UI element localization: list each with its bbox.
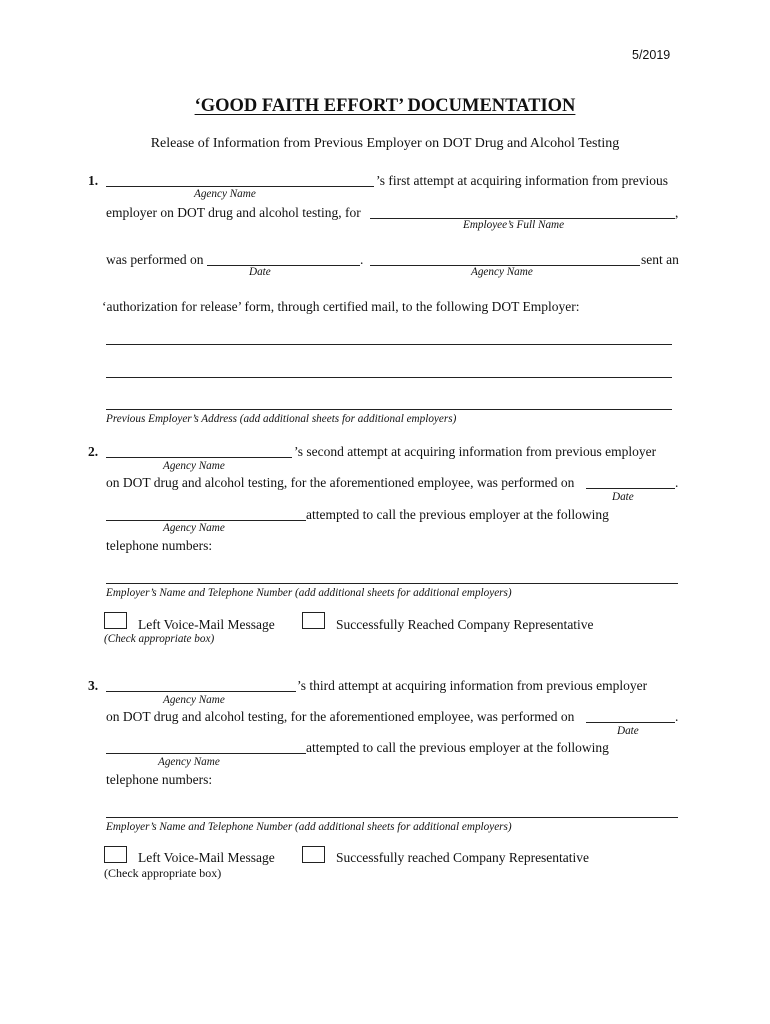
agency-name-input-3b[interactable] [106,753,306,754]
period: . [675,475,679,490]
agency-name-caption: Agency Name [471,266,533,278]
employer-address-line-1[interactable] [106,344,672,345]
employer-address-caption: Previous Employer’s Address (add additional sheets for additional employers) [106,413,457,425]
section-3-attempt-text: ’s third attempt at acquiring information from previous employer [297,678,648,693]
section-1-employer-text: employer on DOT drug and alcohol testing, for [106,205,361,220]
agency-name-input-1[interactable] [106,186,374,187]
page-subtitle: Release of Information from Previous Employer on DOT Drug and Alcohol Testing [150,136,620,151]
performed-on-text: was performed on [106,252,204,267]
date-input-3[interactable] [586,722,675,723]
agency-name-input-3[interactable] [106,691,296,692]
date-input-1[interactable] [207,265,360,266]
telephone-numbers-text: telephone numbers: [106,772,213,787]
sent-an-text: sent an [641,252,679,267]
agency-name-input-2b[interactable] [106,520,306,521]
called-text: attempted to call the previous employer at the following [306,507,609,522]
agency-name-caption: Agency Name [163,694,225,706]
employer-address-line-2[interactable] [106,377,672,378]
employer-phone-caption: Employer’s Name and Telephone Number (add additional sheets for additional employers) [106,821,512,833]
employer-phone-line-3[interactable] [106,817,678,818]
revision-date: 5/2019 [632,48,671,62]
agency-name-caption: Agency Name [194,188,256,200]
section-2-number: 2. [88,444,99,459]
authorization-text: ‘authorization for release’ form, through certified mail, to the following DOT Employer: [102,299,580,314]
date-input-2[interactable] [586,488,675,489]
section-2-attempt-text: ’s second attempt at acquiring information from previous employer [294,444,657,459]
section-3-number: 3. [88,678,99,693]
section-3-testing-text: on DOT drug and alcohol testing, for the aforementioned employee, was performed on [106,709,575,724]
employer-phone-line-2[interactable] [106,583,678,584]
called-text: attempted to call the previous employer at the following [306,740,609,755]
agency-name-input-2[interactable] [106,457,292,458]
period: . [360,252,364,267]
date-caption: Date [612,491,634,503]
date-caption: Date [617,725,639,737]
voicemail-label: Left Voice-Mail Message [138,850,275,865]
employer-phone-caption: Employer’s Name and Telephone Number (add additional sheets for additional employers) [106,587,512,599]
employer-address-line-3[interactable] [106,409,672,410]
check-box-caption: (Check appropriate box) [104,633,215,645]
reached-checkbox-2[interactable] [302,612,325,629]
section-1-attempt-text: ’s first attempt at acquiring information from previous [376,173,669,188]
employee-name-caption: Employee’s Full Name [463,219,565,231]
telephone-numbers-text: telephone numbers: [106,538,213,553]
date-caption: Date [249,266,271,278]
period: . [675,709,679,724]
reached-label: Successfully reached Company Representative [336,850,590,865]
reached-checkbox-3[interactable] [302,846,325,863]
section-1-number: 1. [88,173,99,188]
section-2-testing-text: on DOT drug and alcohol testing, for the aforementioned employee, was performed on [106,475,575,490]
comma: , [675,205,679,220]
agency-name-caption: Agency Name [163,522,225,534]
page-title: ‘GOOD FAITH EFFORT’ DOCUMENTATION [194,96,576,116]
voicemail-label: Left Voice-Mail Message [138,617,275,632]
voicemail-checkbox-3[interactable] [104,846,127,863]
agency-name-caption: Agency Name [163,460,225,472]
voicemail-checkbox-2[interactable] [104,612,127,629]
reached-label: Successfully Reached Company Representative [336,617,594,632]
agency-name-caption: Agency Name [158,756,220,768]
check-box-caption: (Check appropriate box) [104,866,222,880]
